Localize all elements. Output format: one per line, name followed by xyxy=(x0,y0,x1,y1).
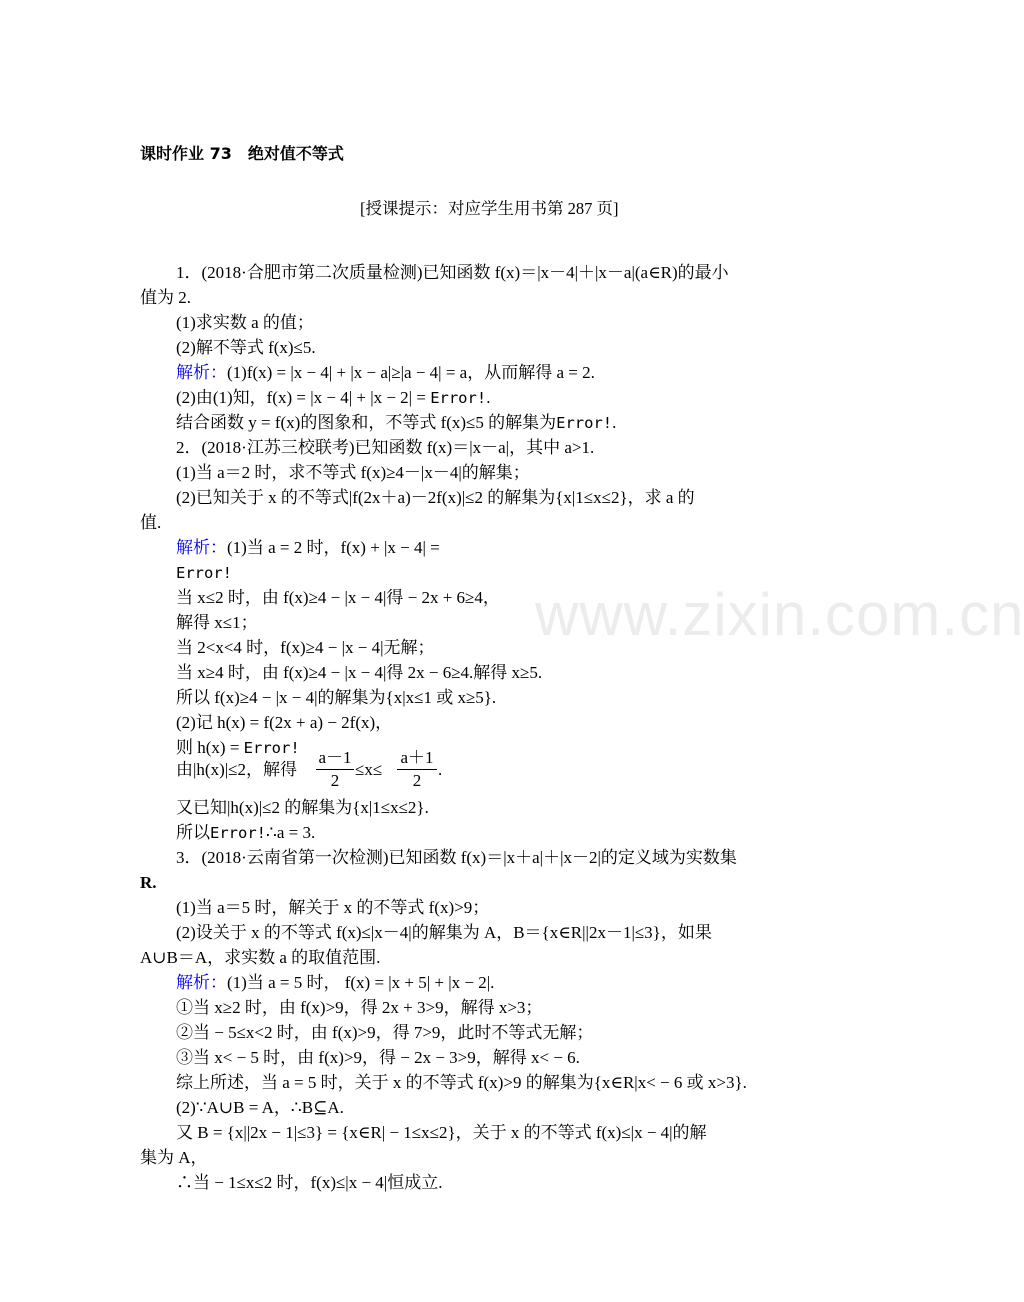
solution-3-line-3: ②当 − 5≤x<2 时，由 f(x)>9，得 7>9，此时不等式无解； xyxy=(176,1023,594,1042)
solution-2-fraction-line-end: . xyxy=(438,760,443,779)
solution-3-line-5: 综上所述，当 a = 5 时，关于 x 的不等式 f(x)>9 的解集为{x∈R|x< − 6 或 x>3}. xyxy=(176,1073,747,1092)
solution-3-line-8: 集为 A， xyxy=(140,1148,208,1167)
fraction-lower-numerator: a－1 xyxy=(318,748,352,767)
solution-3-line-6: (2)∵A∪B = A，∴B⊆A. xyxy=(176,1098,344,1117)
problem-2-line-1: 2．(2018·江苏三校联考)已知函数 f(x)＝|x－a|，其中 a>1. xyxy=(176,438,595,457)
problem-2-part-1: (1)当 a＝2 时，求不等式 f(x)≥4－|x－4|的解集； xyxy=(176,463,530,482)
problem-3-line-2: R. xyxy=(140,873,157,892)
solution-label: 解析： xyxy=(176,973,227,992)
problem-2-part-2: (2)已知关于 x 的不等式|f(2x＋a)－2f(x)|≤2 的解集为{x|1≤x≤2}，求 a 的 xyxy=(176,488,695,507)
solution-2-line-2: Error! xyxy=(176,564,232,582)
solution-2-line-3: 当 x≤2 时，由 f(x)≥4 − |x − 4|得 − 2x + 6≥4， xyxy=(176,588,500,607)
page-title: 课时作业 73 绝对值不等式 xyxy=(140,144,344,163)
fraction-lower-denominator: 2 xyxy=(316,769,354,792)
solution-2-line-6: 当 x≥4 时，由 f(x)≥4 − |x − 4|得 2x − 6≥4.解得 x≥5. xyxy=(176,663,543,682)
fraction-lower xyxy=(316,747,354,792)
solution-3-line-4: ③当 x< − 5 时，由 f(x)>9，得 − 2x − 3>9，解得 x< − 6. xyxy=(176,1048,580,1067)
solution-label: 解析： xyxy=(176,363,227,382)
solution-2-line-12: 所以Error!∴a = 3. xyxy=(176,823,316,842)
solution-2-line-9: 则 h(x) = Error! xyxy=(176,738,300,757)
problem-3-part-2-cont: A∪B＝A，求实数 a 的取值范围. xyxy=(140,948,381,967)
problem-3-part-2: (2)设关于 x 的不等式 f(x)≤|x－4|的解集为 A，B＝{x∈R||2x－1|≤3}，如果 xyxy=(176,923,712,942)
solution-3-line-9: ∴当 − 1≤x≤2 时，f(x)≤|x − 4|恒成立. xyxy=(176,1173,443,1192)
problem-1-part-1: (1)求实数 a 的值； xyxy=(176,313,314,332)
solution-2-line-8: (2)记 h(x) = f(2x + a) − 2f(x)， xyxy=(176,713,393,732)
solution-2-line-11: 又已知|h(x)|≤2 的解集为{x|1≤x≤2}. xyxy=(176,798,429,817)
problem-3-line-1: 3．(2018·云南省第一次检测)已知函数 f(x)＝|x＋a|＋|x－2|的定义域为实数集 xyxy=(176,848,737,867)
problem-1-line-1: 1．(2018·合肥市第二次质量检测)已知函数 f(x)＝|x－4|＋|x－a|(a∈R)的最小 xyxy=(176,263,729,282)
solution-2-line-5: 当 2<x<4 时，f(x)≥4 − |x − 4|无解； xyxy=(176,638,435,657)
solution-2-line-4: 解得 x≤1； xyxy=(176,613,258,632)
fraction-upper-denominator: 2 xyxy=(397,769,437,792)
solution-1-line-3: 结合函数 y = f(x)的图象和，不等式 f(x)≤5 的解集为Error!. xyxy=(176,413,617,432)
solution-2-fraction-line-mid: ≤x≤ xyxy=(355,760,383,779)
fraction-upper-numerator: a＋1 xyxy=(400,748,434,767)
solution-1-line-1: 解析：(1)f(x) = |x − 4| + |x − a|≥|a − 4| = a，从而解得 a = 2. xyxy=(176,363,595,382)
solution-2-line-7: 所以 f(x)≥4 − |x − 4|的解集为{x|x≤1 或 x≥5}. xyxy=(176,688,497,707)
solution-label: 解析： xyxy=(176,538,227,557)
solution-1-line-2: (2)由(1)知，f(x) = |x − 4| + |x − 2| = Error!. xyxy=(176,388,491,407)
teaching-hint: [授课提示：对应学生用书第 287 页] xyxy=(360,199,619,218)
solution-2-line-1: 解析：(1)当 a = 2 时，f(x) + |x − 4| = xyxy=(176,538,440,557)
solution-3-line-2: ①当 x≥2 时，由 f(x)>9，得 2x + 3>9，解得 x>3； xyxy=(176,998,543,1017)
problem-1-line-2: 值为 2. xyxy=(140,288,191,307)
solution-2-fraction-line-prefix: 由|h(x)|≤2，解得 xyxy=(176,760,297,779)
solution-3-line-7: 又 B = {x||2x − 1|≤3} = {x∈R| − 1≤x≤2}，关于 x 的不等式 f(x)≤|x − 4|的解 xyxy=(176,1123,707,1142)
watermark: www.zixin.com.cn xyxy=(535,581,1024,648)
problem-3-part-1: (1)当 a＝5 时，解关于 x 的不等式 f(x)>9； xyxy=(176,898,490,917)
problem-2-part-2-cont: 值. xyxy=(140,513,162,532)
problem-1-part-2: (2)解不等式 f(x)≤5. xyxy=(176,338,316,357)
fraction-upper xyxy=(397,747,437,792)
solution-3-line-1: 解析：(1)当 a = 5 时， f(x) = |x + 5| + |x − 2|. xyxy=(176,973,495,992)
